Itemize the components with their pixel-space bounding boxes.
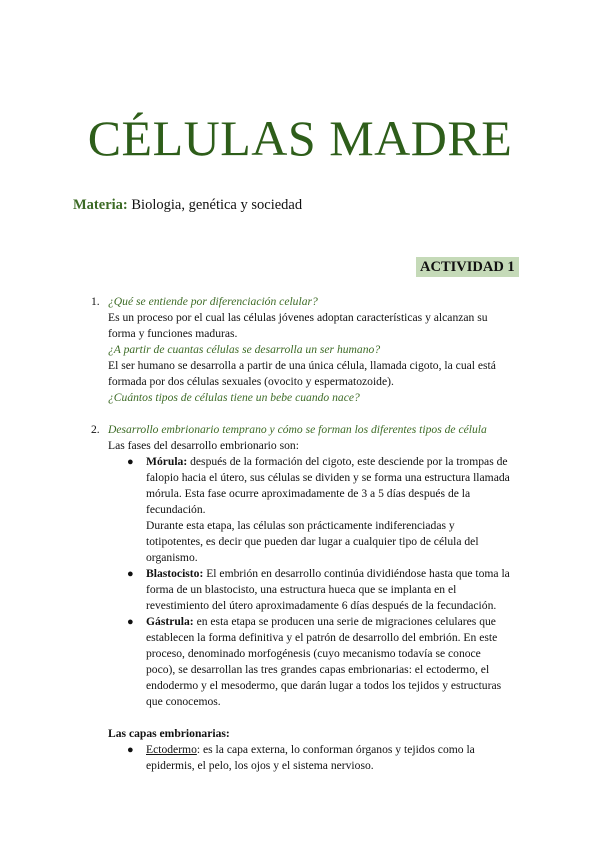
gastrula-line-1: en esta etapa se producen una serie de migraciones celulares que	[193, 615, 496, 628]
ectodermo-term: Ectodermo	[146, 743, 197, 756]
answer-2-line-1: El ser humano se desarrolla a partir de una única célula, llamada cigoto, la cual está	[108, 359, 496, 372]
page-title: CÉLULAS MADRE	[87, 110, 513, 166]
answer-1-line-2: forma y funciones maduras.	[108, 327, 238, 340]
phase-blastocisto	[146, 566, 586, 614]
ectodermo-line-1: : es la capa externa, lo conforman órganos y tejidos como la	[196, 743, 475, 756]
morula-line-2: falopio hacia el útero, sus células se dividen y se forma una estructura llamada	[146, 471, 510, 484]
layer-ectodermo	[146, 742, 586, 774]
morula-term: Mórula:	[146, 455, 188, 468]
subject-label: Materia:	[73, 197, 128, 213]
question-3: ¿Cuántos tipos de células tiene un bebe cuando nace?	[108, 391, 360, 404]
bullet-icon: ●	[127, 456, 134, 468]
list-number-2: 2.	[91, 423, 100, 436]
layers-heading: Las capas embrionarias:	[108, 727, 230, 740]
activity-heading: ACTIVIDAD 1	[416, 257, 519, 277]
gastrula-line-6: que conocemos.	[146, 695, 221, 708]
morula-line-1: después de la formación del cigoto, este desciende por la trompas de	[187, 455, 508, 468]
bullet-icon: ●	[127, 568, 134, 580]
blastocisto-line-3: revestimiento del útero aproximadamente 6 días después de la fecundación.	[146, 599, 497, 612]
bullet-icon: ●	[127, 744, 134, 756]
phase-gastrula	[146, 614, 586, 710]
ectodermo-line-2: epidermis, el pelo, los ojos y el sistema nervioso.	[146, 759, 374, 772]
question-2: ¿A partir de cuantas células se desarrolla un ser humano?	[108, 343, 381, 356]
answer-1-line-1: Es un proceso por el cual las células jóvenes adoptan características y alcanzan su	[108, 311, 488, 324]
blastocisto-line-1: El embrión en desarrollo continúa dividiéndose hasta que toma la	[203, 567, 510, 580]
bullet-icon: ●	[127, 616, 134, 628]
answer-2-line-2: formada por dos células sexuales (ovocito y espermatozoide).	[108, 375, 394, 388]
gastrula-line-3: proceso, denominado morfogénesis (cuyo mecanismo todavía se conoce	[146, 647, 481, 660]
morula-line-3: mórula. Esta fase ocurre aproximadamente de 3 a 5 días después de la	[146, 487, 471, 500]
section-1	[108, 294, 578, 406]
subject-value: Biologia, genética y sociedad	[127, 197, 303, 213]
phases-intro: Las fases del desarrollo embrionario son:	[108, 439, 299, 452]
blastocisto-line-2: forma de un blastocisto, una estructura hueca que se implanta en el	[146, 583, 457, 596]
question-1: ¿Qué se entiende por diferenciación celular?	[108, 295, 318, 308]
gastrula-term: Gástrula:	[146, 615, 194, 628]
phase-morula	[146, 454, 586, 566]
list-number-1: 1.	[91, 295, 100, 308]
morula-line-5: Durante esta etapa, las células son prácticamente indiferenciadas y	[146, 519, 455, 532]
morula-line-4: fecundación.	[146, 503, 206, 516]
gastrula-line-5: endodermo y el mesodermo, que darán lugar a todos los tejidos y estructuras	[146, 679, 502, 692]
morula-line-7: organismo.	[146, 551, 198, 564]
morula-line-6: totipotentes, es decir que pueden dar lugar a cualquier tipo de célula del	[146, 535, 479, 548]
gastrula-line-4: poco), se desarrollan las tres grandes capas embrionarias: el ectodermo, el	[146, 663, 490, 676]
section-2-header	[108, 422, 578, 454]
gastrula-line-2: establecen la forma definitiva y el patrón de desarrollo del embrión. En este	[146, 631, 498, 644]
question-4: Desarrollo embrionario temprano y cómo se forman los diferentes tipos de célula	[108, 423, 487, 436]
blastocisto-term: Blastocisto:	[146, 567, 204, 580]
subject-line	[73, 195, 302, 215]
